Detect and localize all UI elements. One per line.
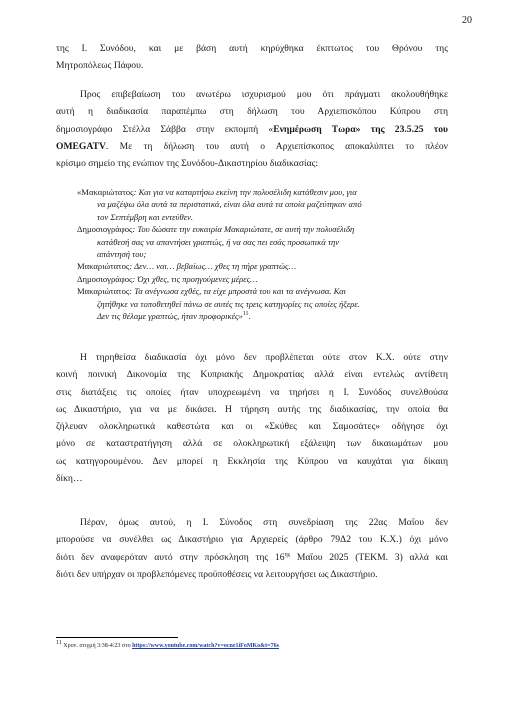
para3-line-3: στις διατάξεις τις οποίες ήταν υποχρεωμένη να τηρήσει η Ι. Συνόδος συνελθούσα [56, 386, 448, 398]
paragraph-3 [56, 349, 448, 487]
quote-turn-3: Μακαριώτατος: Δεν… ναι… βεβαίως… χθες τη πήρε γραπτώς… [77, 261, 297, 272]
para2-line-1: Προς επιβεβαίωση του ανωτέρω ισχυρισμού μου ότι πράγματι ακολουθήθηκε [80, 89, 448, 100]
quote-speaker: Μακαριώτατος [77, 261, 130, 272]
quote-turn-4: Δημοσιογράφος: Όχι χθες, τις προηγούμενες μέρες… [77, 273, 258, 284]
quote-speaker: Δημοσιογράφος [77, 224, 133, 235]
para3-line-5: ζήλευαν ολοκληρωτικά καθεστώτα και οι «Σκύθες και Σαμοσάτες» οδήγησε όχι [56, 421, 448, 433]
intro-paragraph [56, 40, 448, 75]
para4-line-2: μπορούσε να συνέλθει ως Δικαστήριο για Αρχιερείς (άρθρο 79Δ2 του Κ.Χ.) όχι μόνο [56, 534, 448, 546]
footnote-link[interactable]: https://www.youtube.com/watch?v=ocne1iFoMKo&t=76s [132, 643, 279, 649]
para2-line-4: OMEGATV. Με τη δήλωση του αυτή ο Αρχιεπίσκοπος αποκαλύπτει το πλέον [56, 140, 448, 152]
quote-speaker: «Μακαριώτατος [77, 187, 134, 197]
para3-line-6: μόνο σε καταστρατήγηση αλλά σε ολοκληρωτική εξάλειψη των δικαιωμάτων μου [56, 438, 448, 450]
quote-turn-2: Δημοσιογράφος: Του δώσατε την ευκαιρία Μακαριώτατε, σε αυτή την πολυσέλιδη κατάθεσή σας να απαντήσει γραπτώς, ή να σας πει εσάς προσωπικά την απάντησή του; [77, 224, 355, 260]
footnote-marker: 11 [56, 640, 62, 646]
footnote: $^{11}$ Χρον. στιγμή 3:38-4:23 στο https://www.youtube.com/watch?v=ocne1iFoMKo&t=76s [56, 640, 279, 649]
paragraph-4 [56, 514, 448, 583]
paragraph-2 [56, 86, 448, 172]
para3-line-1: Η τηρηθείσα διαδικασία όχι μόνο δεν προβλέπεται ούτε στον Κ.Χ. ούτε στην [80, 352, 448, 363]
para3-line-2: κοινή ποινική Δικονομία της Κυπριακής Δημοκρατίας αλλά είναι εντελώς αντίθετη [56, 369, 448, 381]
para3-line-4: ως Δικαστήριο, για να με δικάσει. Η τήρηση αυτής της διαδικασίας, την οποία θα [56, 403, 448, 415]
para3-line-8: δίκη… [56, 473, 83, 485]
footnote-reference: 11 [242, 311, 249, 318]
program-name: Ενημέρωση Τωρα [273, 123, 356, 135]
para4-line-3: διότι δεν αναφερόταν αυτό στην πρόσκληση της $16^{\eta\varsigma}$ Μαΐου 2025 (ΤΕΚΜ. 3) αλλά και [56, 551, 448, 563]
intro-line-1: της Ι. Συνόδου, και με βάση αυτή κηρύχθηκα έκπτωτος του Θρόνου της [56, 43, 448, 54]
para2-line-5: κρίσιμο σημείο της ενώπιον της Συνόδου-Δικαστηρίου διαδικασίας: [56, 158, 319, 170]
quote-turn-5: Μακαριώτατος: Τα ανέγνωσα εχθές, τα είχε μπροστά του και τα ανέγνωσα. Και ζητήθηκε να τοποθετηθεί πάνω σε αυτές τις τρεις κατηγορίες τις οποίες ήξερε. Δεν τις θέλαμε γραπτώς, ήταν προφορικές»$^{11}$. [77, 286, 360, 322]
channel-name: OMEGATV [56, 140, 106, 152]
footnote-separator [56, 637, 178, 638]
intro-line-2: Μητροπόλεως Πάφου. [56, 60, 144, 72]
para2-line-3: δημοσιογράφο Στέλλα Σάββα στην εκπομπή «Ενημέρωση Τωρα» της 23.5.25 του [56, 123, 449, 135]
interview-quote [77, 186, 460, 322]
para4-line-4: διότι δεν υπήρχαν οι προβλεπόμενες προϋποθέσεις να λειτουργήσει ως Δικαστήριο. [56, 568, 378, 580]
para2-line-2: αυτή η διαδικασία παραπέμπω στη δήλωση του Αρχιεπισκόπου Κύπρου στη [56, 106, 448, 118]
para3-line-7: ως κατηγορουμένου. Δεν μπορεί η Εκκλησία της Κύπρου να καυχάται για δίκαιη [56, 455, 448, 467]
quote-speaker: Μακαριώτατος [77, 286, 130, 297]
quote-speaker: Δημοσιογράφος [77, 273, 133, 284]
para4-line-1: Πέραν, όμως αυτού, η Ι. Σύνοδος στη συνεδρίαση της 22ας Μαΐου δεν [80, 517, 448, 528]
quote-turn-1: «Μακαριώτατος: Και για να καταρτήσω εκείνη την πολυσέλιδη κατάθεσιν μου, για να μαζέψω όλα αυτά τα περιστατικά, είναι όλα αυτά τα οποία μαζεύτηκαν από τον Σεπτέμβρη και εντεύθεν. [77, 187, 362, 222]
page-number: 20 [462, 15, 472, 26]
